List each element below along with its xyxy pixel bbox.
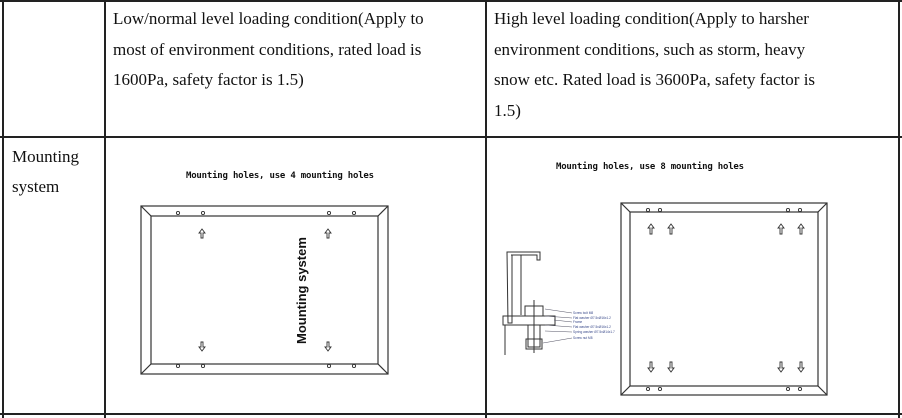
clamp-callout-leaders [543,309,572,343]
callout-spring-washer: Spring washer Ø7.5xØ14x1.7 [573,330,615,334]
header-low-line: Low/normal level loading condition(Apply to [113,9,424,28]
arrow-down-icon [325,342,331,351]
arrow-up-icon [798,224,804,234]
row-label-line: system [12,177,60,196]
arrow-up-icon [199,229,205,238]
arrow-down-icon [199,342,205,351]
high-load-arrows [648,224,804,372]
callout-screw-nut: Screw nut M8 [573,336,593,340]
low-panel-inner-frame [151,216,378,364]
arrow-up-icon [325,229,331,238]
arrow-down-icon [668,362,674,372]
arrow-up-icon [778,224,784,234]
high-panel-inner-frame [630,212,818,386]
callout-flat-washer-top: Flat washer Ø7.5xØ16x1.2 [573,316,611,320]
header-low-line: 1600Pa, safety factor is 1.5) [113,70,304,89]
clamp-detail-drawing [503,252,555,355]
low-panel-diagram [141,206,388,374]
arrow-down-icon [648,362,654,372]
arrow-down-icon [798,362,804,372]
arrow-up-icon [648,224,654,234]
header-high-line: environment conditions, such as storm, heavy [494,39,806,59]
low-diagram-caption: Mounting holes, use 4 mounting holes [186,171,374,181]
clamp-callout-labels [573,311,615,340]
high-panel-diagram [621,203,827,395]
callout-flat-washer-bottom: Flat washer Ø7.5xØ16x1.2 [573,325,611,329]
callout-screw-bolt: Screw bolt M8 [573,311,594,315]
arrow-up-icon [668,224,674,234]
low-panel-vertical-label: Mounting system [294,237,309,344]
callout-frame: Frame [573,320,583,324]
header-low-line: most of environment conditions, rated load is [113,39,422,59]
low-load-arrows [199,229,331,351]
row-label-line: Mounting [12,147,80,166]
arrow-down-icon [778,362,784,372]
header-high-line: 1.5) [494,100,521,120]
header-high-line: snow etc. Rated load is 3600Pa, safety factor is [494,70,816,89]
low-panel-outer-frame [141,206,388,374]
high-diagram-caption: Mounting holes, use 8 mounting holes [556,162,744,172]
header-high-line: High level loading condition(Apply to harsher [494,9,809,28]
